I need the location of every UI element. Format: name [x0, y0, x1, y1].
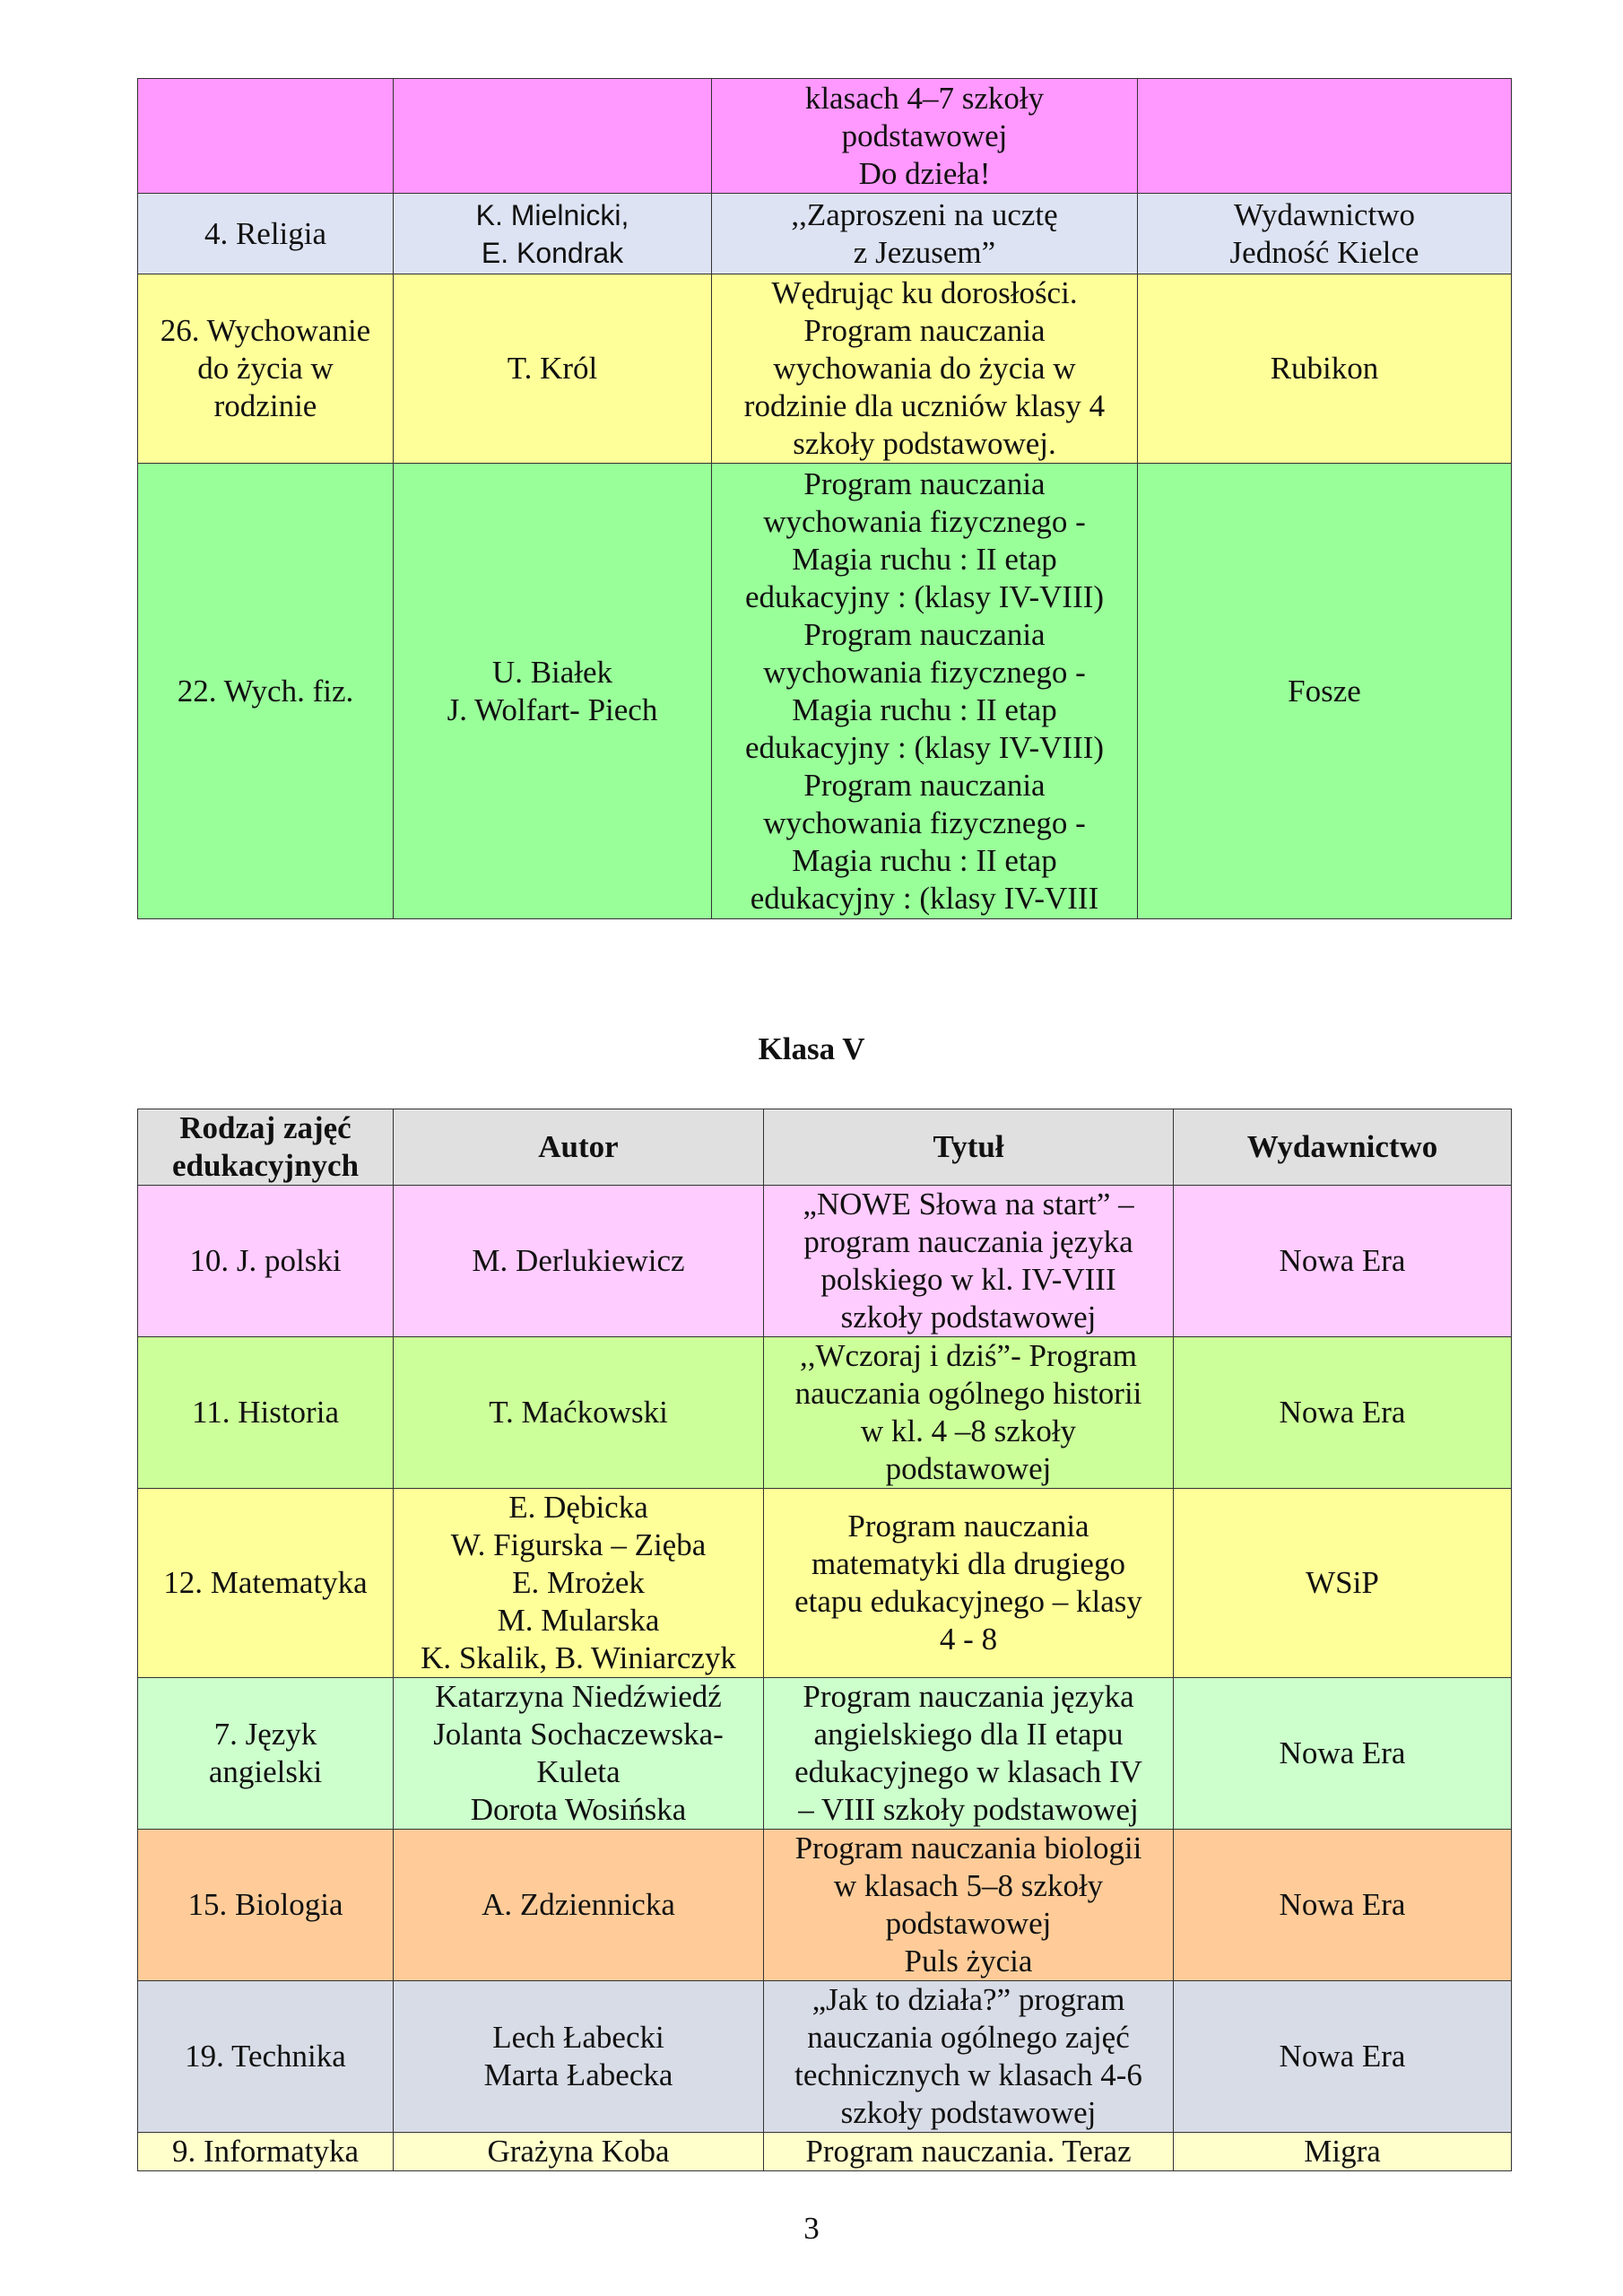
subject-cell: 11. Historia — [138, 1337, 394, 1489]
author-cell: M. Derlukiewicz — [394, 1186, 764, 1337]
subject-cell: 7. Język angielski — [138, 1678, 394, 1830]
author-cell: T. Maćkowski — [394, 1337, 764, 1489]
section-heading: Klasa V — [758, 1031, 865, 1066]
publisher-cell: Wydawnictwo Jedność Kielce — [1138, 194, 1512, 274]
publisher-cell — [1138, 79, 1512, 194]
author-cell: Lech Łabecki Marta Łabecka — [394, 1981, 764, 2133]
publisher-cell: Fosze — [1138, 464, 1512, 919]
table-row — [138, 1489, 1512, 1678]
table-row — [138, 464, 1512, 919]
table-row — [138, 274, 1512, 464]
subject-cell: 9. Informatyka — [138, 2133, 394, 2171]
table-row — [138, 1830, 1512, 1981]
title-cell: ,,Wczoraj i dziś”- Program nauczania ogólnego historii w kl. 4 –8 szkoły podstawowej — [764, 1337, 1174, 1489]
page-number: 3 — [803, 2211, 820, 2246]
publisher-cell: WSiP — [1174, 1489, 1512, 1678]
publisher-cell: Nowa Era — [1174, 1678, 1512, 1830]
publisher-cell: Migra — [1174, 2133, 1512, 2171]
author-cell: E. Dębicka W. Figurska – Zięba E. Mrożek M. Mularska K. Skalik, B. Winiarczyk — [394, 1489, 764, 1678]
table-row — [138, 194, 1512, 274]
title-cell: „Jak to działa?” program nauczania ogólnego zajęć technicznych w klasach 4-6 szkoły podstawowej — [764, 1981, 1174, 2133]
subject-cell: 10. J. polski — [138, 1186, 394, 1337]
title-cell: Program nauczania biologii w klasach 5–8 szkoły podstawowej Puls życia — [764, 1830, 1174, 1981]
publisher-cell: Nowa Era — [1174, 1337, 1512, 1489]
title-cell: ,,Zaproszeni na ucztę z Jezusem” — [712, 194, 1138, 274]
title-cell: Program nauczania. Teraz — [764, 2133, 1174, 2171]
author-cell: T. Król — [394, 274, 712, 464]
title-cell: Wędrując ku dorosłości. Program nauczania wychowania do życia w rodzinie dla uczniów klasy 4 szkoły podstawowej. — [712, 274, 1138, 464]
title-cell: Program nauczania matematyki dla drugiego etapu edukacyjnego – klasy 4 - 8 — [764, 1489, 1174, 1678]
publisher-cell: Rubikon — [1138, 274, 1512, 464]
subject-cell: 4. Religia — [138, 194, 394, 274]
author-cell: A. Zdziennicka — [394, 1830, 764, 1981]
curriculum-table-continued — [137, 78, 1512, 919]
author-cell: U. Białek J. Wolfart- Piech — [394, 464, 712, 919]
column-header-subject: Rodzaj zajęć edukacyjnych — [138, 1109, 394, 1186]
author-cell — [394, 79, 712, 194]
title-cell: Program nauczania języka angielskiego dla II etapu edukacyjnego w klasach IV – VIII szkoły podstawowej — [764, 1678, 1174, 1830]
subject-cell: 19. Technika — [138, 1981, 394, 2133]
publisher-cell: Nowa Era — [1174, 1830, 1512, 1981]
table-row — [138, 1678, 1512, 1830]
subject-cell — [138, 79, 394, 194]
column-header-title: Tytuł — [764, 1109, 1174, 1186]
table-row — [138, 1337, 1512, 1489]
title-cell: „NOWE Słowa na start” – program nauczania języka polskiego w kl. IV-VIII szkoły podstawowej — [764, 1186, 1174, 1337]
column-header-author: Autor — [394, 1109, 764, 1186]
title-cell: klasach 4–7 szkoły podstawowej Do dzieła! — [712, 79, 1138, 194]
subject-cell: 12. Matematyka — [138, 1489, 394, 1678]
author-cell: K. Mielnicki, E. Kondrak — [394, 194, 712, 274]
table-row — [138, 2133, 1512, 2171]
author-cell: Grażyna Koba — [394, 2133, 764, 2171]
subject-cell: 15. Biologia — [138, 1830, 394, 1981]
table-row — [138, 1981, 1512, 2133]
column-header-publisher: Wydawnictwo — [1174, 1109, 1512, 1186]
header-row — [138, 1109, 1512, 1186]
subject-cell: 26. Wychowanie do życia w rodzinie — [138, 274, 394, 464]
curriculum-table-klasa-v — [137, 1109, 1512, 2171]
publisher-cell: Nowa Era — [1174, 1981, 1512, 2133]
table-row — [138, 1186, 1512, 1337]
publisher-cell: Nowa Era — [1174, 1186, 1512, 1337]
subject-cell: 22. Wych. fiz. — [138, 464, 394, 919]
table-row — [138, 79, 1512, 194]
title-cell: Program nauczania wychowania fizycznego - Magia ruchu : II etap edukacyjny : (klasy IV-VIII) Program nauczania wychowania fizycznego - Magia ruchu : II etap edukacyjny : (klasy IV-VIII) Program nauczania wychowania fizycznego - Magia ruchu : II etap edukacyjny : (klasy IV-VIII — [712, 464, 1138, 919]
author-cell: Katarzyna Niedźwiedź Jolanta Sochaczewska- Kuleta Dorota Wosińska — [394, 1678, 764, 1830]
